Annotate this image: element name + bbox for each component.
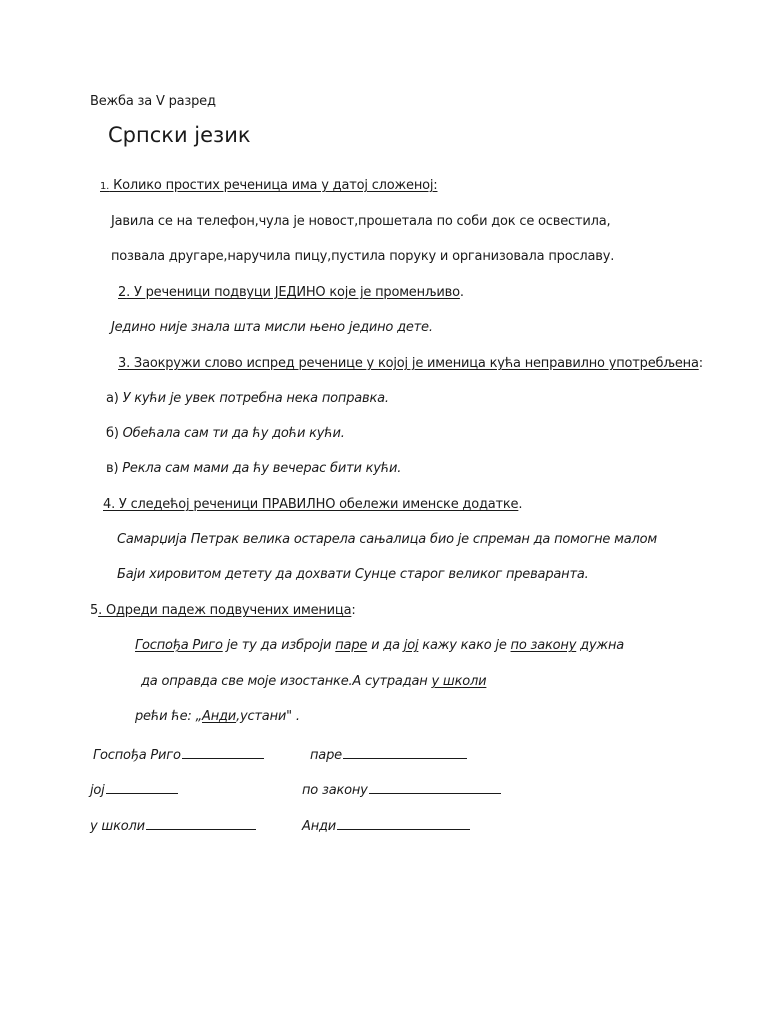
question-5-text-line-2 — [141, 674, 486, 690]
question-5-heading — [90, 603, 356, 619]
question-3-end: : — [698, 356, 703, 371]
text-span: кажу како је — [418, 638, 511, 653]
question-2-end: . — [459, 285, 464, 300]
question-3-option-c — [106, 461, 401, 477]
answer-u-skoli — [90, 817, 256, 835]
question-2-number: 2 — [118, 285, 127, 300]
text-span: и да — [367, 638, 404, 653]
option-a-text: У кући је увек потребна нека поправка. — [122, 391, 389, 406]
question-3-prompt: 3. Заокружи слово испред реченице у којој је именица кућа неправилно употребљена — [118, 356, 699, 371]
answer-label: паре — [310, 748, 342, 763]
question-2-sentence: Једино није знала шта мисли њено једино дете. — [111, 320, 433, 335]
answer-joj — [90, 781, 178, 799]
underlined-noun: паре — [335, 638, 368, 653]
question-3-option-b — [106, 426, 345, 442]
answer-blank[interactable] — [182, 746, 264, 759]
answer-blank[interactable] — [369, 781, 501, 794]
answer-label: по закону — [302, 783, 368, 798]
answer-blank[interactable] — [343, 746, 467, 759]
question-1-heading — [100, 178, 437, 195]
answer-blank[interactable] — [106, 781, 178, 794]
text-span: дужна — [576, 638, 625, 653]
question-4-sentence-line-2: Баји хировитом детету да дохвати Сунце старог великог преваранта. — [117, 567, 589, 582]
exercise-subtitle: Вежба за V разред — [90, 94, 216, 109]
question-4-sentence-line-1: Самарџија Петрак велика остарела сањалица био је спреман да помогне малом — [117, 532, 658, 547]
answer-gospodja-rigo — [93, 746, 264, 764]
question-3-heading — [118, 356, 703, 372]
answer-blank[interactable] — [337, 817, 470, 830]
answer-label: Анди — [302, 819, 337, 834]
question-1-prompt: Колико простих реченица има у датој сложеној: — [109, 178, 438, 193]
text-span: рећи ће: „ — [135, 709, 203, 724]
option-a-label: а) — [106, 391, 119, 406]
underlined-noun: јој — [403, 638, 419, 653]
answer-po-zakonu — [302, 781, 501, 799]
answer-label: јој — [90, 783, 105, 798]
text-span: је ту да изброји — [222, 638, 336, 653]
question-5-number: 5 — [90, 603, 99, 618]
answer-pare — [310, 746, 467, 764]
question-4-heading — [103, 497, 522, 513]
question-5-end: : — [351, 603, 356, 618]
answer-blank[interactable] — [146, 817, 256, 830]
question-3-option-a — [106, 391, 389, 407]
question-2-prompt: . У реченици подвуци ЈЕДИНО које је променљиво — [126, 285, 460, 300]
question-5-text-line-1 — [135, 638, 624, 654]
text-span: да оправда све моје изостанке.А сутрадан — [141, 674, 432, 689]
option-b-text: Обећала сам ти да ћу доћи кући. — [122, 426, 345, 441]
underlined-noun: по закону — [510, 638, 577, 653]
question-1-sentence-line-1: Јавила се на телефон,чула је новост,прошетала по соби док се освестила, — [111, 214, 611, 229]
answer-label: Госпођа Риго — [93, 748, 181, 763]
text-span: ,устани" . — [236, 709, 300, 724]
option-b-label: б) — [106, 426, 119, 441]
underlined-noun: у школи — [431, 674, 487, 689]
option-c-label: в) — [106, 461, 119, 476]
question-5-prompt: . Одреди падеж подвучених именица — [98, 603, 352, 618]
answer-label: у школи — [90, 819, 145, 834]
question-2-heading — [118, 285, 464, 301]
underlined-noun: Анди — [202, 709, 237, 724]
option-c-text: Рекла сам мами да ћу вечерас бити кући. — [122, 461, 402, 476]
answer-andi — [302, 817, 470, 835]
question-5-text-line-3 — [135, 709, 300, 725]
underlined-noun: Госпођа Риго — [135, 638, 223, 653]
question-1-number: 1. — [100, 181, 110, 192]
question-1-sentence-line-2: позвала другаре,наручила пицу,пустила поруку и организовала прославу. — [111, 249, 615, 264]
question-4-prompt: 4. У следећој реченици ПРАВИЛНО обележи именске додатке — [103, 497, 519, 512]
page-title: Српски језик — [108, 123, 251, 147]
question-4-end: . — [518, 497, 523, 512]
